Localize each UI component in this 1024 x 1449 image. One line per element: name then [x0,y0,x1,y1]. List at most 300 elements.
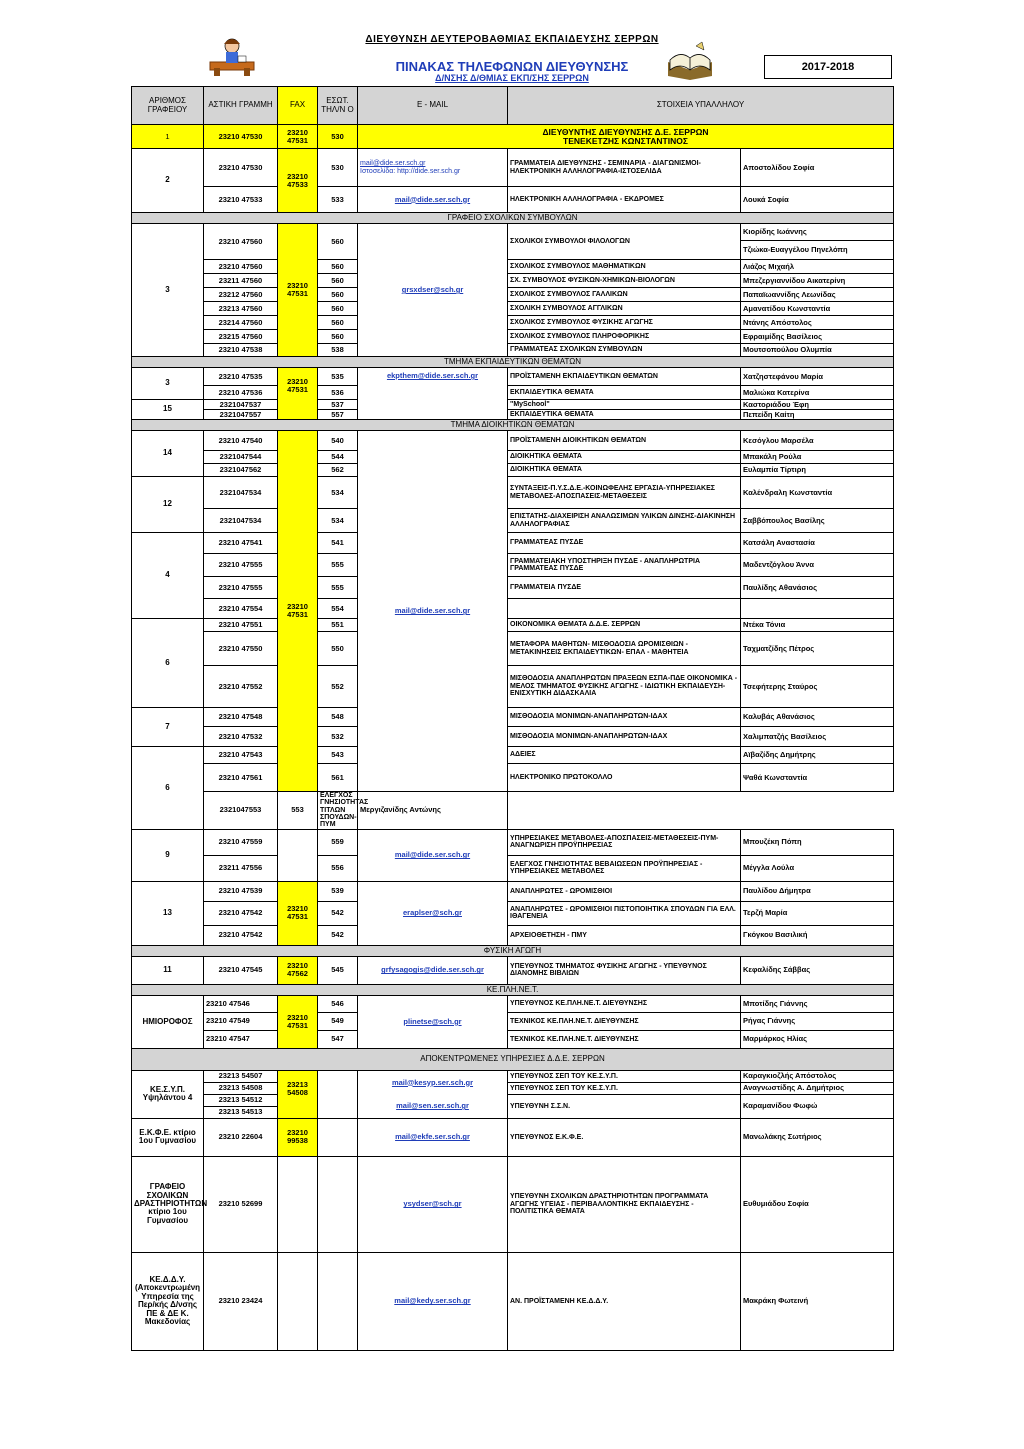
phone-cell: 23210 47535 [204,368,278,386]
table-row [132,792,894,830]
section-title: ΚΕ.ΠΛΗ.ΝΕ.Τ. [132,984,894,995]
desc-cell: ΜΙΣΘΟΔΟΣΙΑ ΜΟΝΙΜΩΝ-ΑΝΑΠΛΗΡΩΤΩΝ-ΙΔΑΧ [508,727,741,747]
ext-cell: 530 [318,149,358,187]
ext-cell: 537 [318,400,358,410]
employee-cell: Κεφαλίδης Σάββας [741,956,894,984]
fax-cell: 23210 47531 [278,224,318,357]
desc-cell: ΑΝ. ΠΡΟΪΣΤΑΜΕΝΗ ΚΕ.Δ.Δ.Υ. [508,1252,741,1350]
office-cell: ΚΕ.Δ.Δ.Υ. (Αποκεντρωμένη Υπηρεσία της Περ/κής Δ/νσης ΠΕ & ΔΕ Κ. Μακεδονίας [132,1252,204,1350]
phone-cell: 23210 47542 [204,925,278,945]
phone-cell: 23210 47533 [204,187,278,213]
email-link[interactable]: ysydser@sch.gr [358,1156,508,1252]
ext-cell [318,1156,358,1252]
desc-cell: ΥΠΕΥΘΥΝΟΣ ΣΕΠ ΤΟΥ ΚΕ.Σ.Υ.Π. [508,1082,741,1094]
phone-cell: 23210 47538 [204,344,278,357]
desc-cell: ΓΡΑΜΜΑΤΕΙΑΚΗ ΥΠΟΣΤΗΡΙΞΗ ΠΥΣΔΕ - ΑΝΑΠΛΗΡΩΤΡΙΑ ΓΡΑΜΜΑΤΕΑΣ ΠΥΣΔΕ [508,554,741,577]
phone-cell: 23210 47548 [204,708,278,727]
phone-cell: 23212 47560 [204,288,278,302]
fax-cell: 23210 99538 [278,1118,318,1156]
desc-cell: ΜΕΤΑΦΟΡΑ ΜΑΘΗΤΩΝ- ΜΙΣΘΟΔΟΣΙΑ ΩΡΟΜΙΣΘΙΩΝ - ΜΕΤΑΚΙΝΗΣΕΙΣ ΕΚΠΑΙΔΕΥΤΙΚΩΝ- ΕΠΑΛ - ΜΑΘΗΤΕΙΑ [508,632,741,666]
office-cell: 6 [132,619,204,708]
phone-cell: 23210 47530 [204,125,278,149]
phone-cell: 23210 47551 [204,619,278,632]
office-cell: 3 [132,224,204,357]
table-row [132,149,894,187]
employee-cell: Ντέκα Τόνια [741,619,894,632]
ext-cell: 560 [318,316,358,330]
table-row [132,509,894,533]
table-row [132,1156,894,1252]
table-row [132,727,894,747]
fax-cell [278,1156,318,1252]
ext-cell: 560 [318,260,358,274]
office-cell: 11 [132,956,204,984]
fax-cell [278,829,318,881]
ext-cell: 534 [318,477,358,509]
office-cell: 3 [132,368,204,400]
desc-cell: ΣΧΟΛΙΚΗ ΣΥΜΒΟΥΛΟΣ ΑΓΓΛΙΚΩΝ [508,302,741,316]
desc-cell: ΔΙΟΙΚΗΤΙΚΑ ΘΕΜΑΤΑ [508,451,741,464]
table-row [132,554,894,577]
employee-cell: Ψαθά Κωνσταντία [741,764,894,792]
desc-cell: ΤΕΧΝΙΚΟΣ ΚΕ.ΠΛΗ.ΝΕ.Τ. ΔΙΕΥΘΥΝΣΗΣ [508,1030,741,1048]
ext-cell: 546 [318,995,358,1012]
desc-cell: ΥΠΕΥΘΥΝΟΣ ΣΕΠ ΤΟΥ ΚΕ.Σ.Υ.Π. [508,1070,741,1082]
office-cell: 7 [132,708,204,747]
table-row [132,187,894,213]
ext-cell: 547 [318,1030,358,1048]
table-row [132,1118,894,1156]
year-box: 2017-2018 [764,55,892,79]
desc-cell: ΠΡΟΪΣΤΑΜΕΝΗ ΕΚΠΑΙΔΕΥΤΙΚΩΝ ΘΕΜΑΤΩΝ [508,368,741,386]
ext-cell: 540 [318,431,358,451]
email-link[interactable]: eraplser@sch.gr [358,881,508,945]
ext-cell: 530 [318,125,358,149]
ext-cell: 542 [318,925,358,945]
fax-cell [278,1252,318,1350]
employee-cell: Γκόγκου Βασιλική [741,925,894,945]
table-row [132,1030,894,1048]
ext-cell: 557 [318,410,358,420]
office-cell: ΗΜΙΟΡΟΦΟΣ [132,995,204,1048]
desc-cell: ΥΠΕΥΘΥΝΗ ΣΧΟΛΙΚΩΝ ΔΡΑΣΤΗΡΙΟΤΗΤΩΝ ΠΡΟΓΡΑΜΜΑΤΑ ΑΓΩΓΗΣ ΥΓΕΙΑΣ - ΠΕΡΙΒΑΛΛΟΝΤΙΚΗΣ ΕΚΠΑΙΔΕΥΣΗΣ - ΠΟΛΙΤΙΣΤΙΚΑ ΘΕΜΑΤΑ [508,1156,741,1252]
phone-cell: 23210 22604 [204,1118,278,1156]
desc-cell: ΕΚΠΑΙΔΕΥΤΙΚΑ ΘΕΜΑΤΑ [508,386,741,400]
phone-cell: 23210 47560 [204,224,278,260]
employee-cell: Κεσόγλου Μαρσέλα [741,431,894,451]
employee-cell: Καραμανίδου Φωφώ [741,1094,894,1118]
desc-cell: ΣΧ. ΣΥΜΒΟΥΛΟΣ ΦΥΣΙΚΩΝ-ΧΗΜΙΚΩΝ-ΒΙΟΛΟΓΩΝ [508,274,741,288]
ext-cell: 560 [318,288,358,302]
email-link[interactable]: mail@kesyp.ser.sch.gr [358,1070,508,1094]
table-row [132,829,894,855]
employee-cell: Παυλίδου Δήμητρα [741,881,894,901]
table-row [132,577,894,599]
table-row [132,451,894,464]
ext-cell: 539 [318,881,358,901]
ext-cell: 549 [318,1012,358,1030]
desc-cell: ΥΠΕΥΘΥΝΗ Σ.Σ.Ν. [508,1094,741,1118]
phone-cell: 23210 47532 [204,727,278,747]
phone-cell: 23213 54513 [204,1106,278,1118]
office-cell: 4 [132,533,204,619]
page-title: ΔΙΕΥΘΥΝΣΗ ΔΕΥΤΕΡΟΒΑΘΜΙΑΣ ΕΚΠΑΙΔΕΥΣΗΣ ΣΕΡΡΩΝ [365,34,659,45]
phone-cell: 23210 47561 [204,764,278,792]
table-row [132,330,894,344]
ext-cell: 535 [318,368,358,386]
ext-cell: 553 [278,792,318,830]
email-link[interactable]: mail@dide.ser.sch.gr [358,829,508,881]
desc-cell: ΓΡΑΜΜΑΤΕΙΑ ΠΥΣΔΕ [508,577,741,599]
ext-cell: 561 [318,764,358,792]
section-header [132,357,894,368]
table-row [132,288,894,302]
col-ext: ΕΣΩΤ. ΤΗΛ/Ν Ο [318,87,358,125]
desc-cell: ΥΠΕΥΘΥΝΟΣ ΚΕ.ΠΛΗ.ΝΕ.Τ. ΔΙΕΥΘΥΝΣΗΣ [508,995,741,1012]
table-row [132,410,894,420]
ext-cell: 562 [318,464,358,477]
employee-cell: Παπαϊωαννίδης Λεωνίδας [741,288,894,302]
table-row [132,368,894,386]
table-row [132,925,894,945]
employee-name: Τζιώκα-Ευαγγέλου Πηνελόπη [743,245,848,254]
ext-cell: 560 [318,302,358,316]
desc-cell: ΣΧΟΛΙΚΟΙ ΣΥΜΒΟΥΛΟΙ ΦΙΛΟΛΟΓΩΝ [508,224,741,260]
email-link[interactable]: mail@dide.ser.sch.gr [360,160,426,168]
ext-cell [318,1070,358,1118]
desc-cell: ΑΡΧΕΙΟΘΕΤΗΣΗ - ΠΜΥ [508,925,741,945]
phone-cell: 23210 47536 [204,386,278,400]
employee-cell: Μπεζεργιαννίδου Αικατερίνη [741,274,894,288]
ext-cell: 552 [318,666,358,708]
email-link[interactable]: mail@kedy.ser.sch.gr [358,1252,508,1350]
phone-cell: 2321047534 [204,477,278,509]
desc-cell: ΣΧΟΛΙΚΟΣ ΣΥΜΒΟΥΛΟΣ ΦΥΣΙΚΗΣ ΑΓΩΓΗΣ [508,316,741,330]
employee-cell: Ευθυμιάδου Σοφία [741,1156,894,1252]
employee-cell: Μουτσοπούλου Ολυμπία [741,344,894,357]
table-row [132,386,894,400]
phone-cell: 23213 47560 [204,302,278,316]
employee-cell: Μεργιζανίδης Αντώνης [358,792,508,830]
phone-cell: 23210 47546 [204,995,278,1012]
ext-cell: 542 [318,901,358,925]
employee-cell: Χατζηστεφάνου Μαρία [741,368,894,386]
phone-cell: 23210 47539 [204,881,278,901]
phone-cell: 23211 47560 [204,274,278,288]
employee-cell: Πεπείδη Καίτη [741,410,894,420]
desc-cell: ΓΡΑΜΜΑΤΕΑΣ ΣΧΟΛΙΚΩΝ ΣΥΜΒΟΥΛΩΝ [508,344,741,357]
desc-cell: ΜΙΣΘΟΔΟΣΙΑ ΜΟΝΙΜΩΝ-ΑΝΑΠΛΗΡΩΤΩΝ-ΙΔΑΧ [508,708,741,727]
ext-cell: 550 [318,632,358,666]
ext-cell: 560 [318,330,358,344]
employee-cell: Λιάζος Μιχαήλ [741,260,894,274]
office-cell: 2 [132,149,204,213]
table-row [132,1070,894,1082]
employee-cell: Μακράκη Φωτεινή [741,1252,894,1350]
section-title: ΦΥΣΙΚΗ ΑΓΩΓΗ [132,945,894,956]
table-row [132,881,894,901]
office-cell: 13 [132,881,204,945]
ext-cell: 545 [318,956,358,984]
desc-cell: ΗΛΕΚΤΡΟΝΙΚΗ ΑΛΛΗΛΟΓΡΑΦΙΑ - ΕΚΔΡΟΜΕΣ [508,187,741,213]
fax-cell: 23213 54508 [278,1070,318,1118]
desc-cell: ΥΠΕΥΘΥΝΟΣ ΤΜΗΜΑΤΟΣ ΦΥΣΙΚΗΣ ΑΓΩΓΗΣ - ΥΠΕΥΘΥΝΟΣ ΔΙΑΝΟΜΗΣ ΒΙΒΛΙΩΝ [508,956,741,984]
phone-cell: 23215 47560 [204,330,278,344]
ext-cell: 555 [318,554,358,577]
employee-cell: Ταχματζίδης Πέτρος [741,632,894,666]
desc-cell: ΟΙΚΟΝΟΜΙΚΑ ΘΕΜΑΤΑ Δ.Δ.Ε. ΣΕΡΡΩΝ [508,619,741,632]
phone-cell: 23210 47559 [204,829,278,855]
fax-cell: 23210 47531 [278,881,318,945]
table-row [132,1082,894,1094]
phone-cell: 23210 47530 [204,149,278,187]
office-cell: 6 [132,747,204,830]
table-row [132,302,894,316]
ext-cell: 532 [318,727,358,747]
table-row [132,316,894,330]
phone-cell: 2321047557 [204,410,278,420]
desc-cell: ΥΠΗΡΕΣΙΑΚΕΣ ΜΕΤΑΒΟΛΕΣ-ΑΠΟΣΠΑΣΕΙΣ-ΜΕΤΑΘΕΣΕΙΣ-ΠΥΜ-ΑΝΑΓΝΩΡΙΣΗ ΠΡΟΫΠΗΡΕΣΙΑΣ [508,829,741,855]
ext-cell [318,1118,358,1156]
phone-cell: 23211 47556 [204,855,278,881]
employee-cell: Ρήγας Γιάννης [741,1012,894,1030]
email-link[interactable]: mail@dide.ser.sch.gr [358,187,508,213]
section-title: ΑΠΟΚΕΝΤΡΩΜΕΝΕΣ ΥΠΗΡΕΣΙΕΣ Δ.Δ.Ε. ΣΕΡΡΩΝ [132,1048,894,1070]
table-row [132,224,894,260]
fax-cell: 23210 47531 [278,431,318,792]
email-link[interactable]: grsxdser@sch.gr [358,224,508,357]
employee-cell: Ευλαμπία Τίρτιρη [741,464,894,477]
ext-cell: 554 [318,599,358,619]
desc-cell: ΣΥΝΤΑΞΕΙΣ-Π.Υ.Σ.Δ.Ε.-ΚΟΙΝΩΦΕΛΗΣ ΕΡΓΑΣΙΑ-ΥΠΗΡΕΣΙΑΚΕΣ ΜΕΤΑΒΟΛΕΣ-ΑΠΟΣΠΑΣΕΙΣ-ΜΕΤΑΘΕΣΕΙΣ [508,477,741,509]
desc-cell: ΣΧΟΛΙΚΟΣ ΣΥΜΒΟΥΛΟΣ ΓΑΛΛΙΚΩΝ [508,288,741,302]
phone-cell: 23210 47547 [204,1030,278,1048]
col-phone: ΑΣΤΙΚΗ ΓΡΑΜΜΗ [204,87,278,125]
ext-cell: 548 [318,708,358,727]
ext-cell: 556 [318,855,358,881]
employee-cell: Αποστολίδου Σοφία [741,149,894,187]
table-row [132,666,894,708]
desc-cell: ΕΠΙΣΤΑΤΗΣ-ΔΙΑΧΕΙΡΙΣΗ ΑΝΑΛΩΣΙΜΩΝ ΥΛΙΚΩΝ ΔΙΝΣΗΣ-ΔΙΑΚΙΝΗΣΗ ΑΛΛΗΛΟΓΡΑΦΙΑΣ [508,509,741,533]
ext-cell: 536 [318,386,358,400]
director-title: ΔΙΕΥΘΥΝΤΗΣ ΔΙΕΥΘΥΝΣΗΣ Δ.Ε. ΣΕΡΡΩΝ [542,126,709,137]
employee-cell: Τσεφήτερης Σταύρος [741,666,894,708]
employee-cell: Εφραιμίδης Βασίλειος [741,330,894,344]
header-row [132,87,894,125]
email-link[interactable]: mail@dide.ser.sch.gr [358,431,508,792]
employee-cell: Αμανατίδου Κωνσταντία [741,302,894,316]
desc-cell: ΣΧΟΛΙΚΟΣ ΣΥΜΒΟΥΛΟΣ ΜΑΘΗΜΑΤΙΚΩΝ [508,260,741,274]
desc-cell: ΤΕΧΝΙΚΟΣ ΚΕ.ΠΛΗ.ΝΕ.Τ. ΔΙΕΥΘΥΝΣΗΣ [508,1012,741,1030]
phone-cell: 23210 47540 [204,431,278,451]
desc-cell: ΜΙΣΘΟΔΟΣΙΑ ΑΝΑΠΛΗΡΩΤΩΝ ΠΡΑΞΕΩΝ ΕΣΠΑ-ΠΔΕ ΟΙΚΟΝΟΜΙΚΑ - ΜΕΛΟΣ ΤΜΗΜΑΤΟΣ ΦΥΣΙΚΗΣ ΑΓΩΓΗΣ - ΙΔΙΩΤΙΚΗ ΕΚΠΑΙΔΕΥΣΗ-ΕΝΙΣΧΥΤΙΚΗ ΔΙΔΑΣΚΑΛΙΑ [508,666,741,708]
fax-cell: 23210 47562 [278,956,318,984]
office-cell: Ε.Κ.Φ.Ε. κτίριο 1ου Γυμνασίου [132,1118,204,1156]
director-cell [358,125,894,149]
employee-cell: Καλυβάς Αθανάσιος [741,708,894,727]
employee-cell: Αϊβαζίδης Δημήτρης [741,747,894,764]
phone-cell: 23210 47549 [204,1012,278,1030]
phone-cell: 2321047534 [204,509,278,533]
col-staff: ΣΤΟΙΧΕΙΑ ΥΠΑΛΛΗΛΟΥ [508,87,894,125]
phone-cell: 2321047562 [204,464,278,477]
desc-cell: ΓΡΑΜΜΑΤΕΙΑ ΔΙΕΥΘΥΝΣΗΣ - ΣΕΜΙΝΑΡΙΑ - ΔΙΑΓΩΝΙΣΜΟΙ-ΗΛΕΚΤΡΟΝΙΚΗ ΑΛΛΗΛΟΓΡΑΦΙΑ-ΙΣΤΟΣΕΛΙΔΑ [508,149,741,187]
table-row [132,1012,894,1030]
office-cell: ΓΡΑΦΕΙΟ ΣΧΟΛΙΚΩΝ ΔΡΑΣΤΗΡΙΟΤΗΤΩΝ κτίριο 1ου Γυμνασίου [132,1156,204,1252]
table-row [132,464,894,477]
table-row [132,344,894,357]
ext-cell: 543 [318,747,358,764]
ext-cell: 534 [318,509,358,533]
employee-cell: Καστοριάδου Έφη [741,400,894,410]
office-cell: 12 [132,477,204,533]
fax-cell: 23210 47531 [278,995,318,1048]
employee-cell: Ντάνης Απόστολος [741,316,894,330]
employee-cell: Σαββόπουλος Βασίλης [741,509,894,533]
employee-cell: Μαλιώκα Κατερίνα [741,386,894,400]
employee-cell: Λουκά Σοφία [741,187,894,213]
desc-cell [508,599,741,619]
employee-cell: Κατσάλη Αναστασία [741,533,894,554]
email-link[interactable]: ekpthem@dide.ser.sch.gr [358,368,508,420]
desc-cell: ΕΛΕΓΧΟΣ ΓΝΗΣΙΟΤΗΤΑΣ ΒΕΒΑΙΩΣΕΩΝ ΠΡΟΫΠΗΡΕΣΙΑΣ - ΥΠΗΡΕΣΙΑΚΕΣ ΜΕΤΑΒΟΛΕΣ [508,855,741,881]
employee-cell: Μπακάλη Ρούλα [741,451,894,464]
phone-cell: 2321047553 [204,792,278,830]
fax-cell: 23210 47531 [278,125,318,149]
office-cell: 9 [132,829,204,881]
ext-cell: 538 [318,344,358,357]
section-header [132,945,894,956]
phone-cell: 23213 54507 [204,1070,278,1082]
phone-cell: 23210 47555 [204,577,278,599]
office-cell: 14 [132,431,204,477]
phone-cell: 23210 47552 [204,666,278,708]
section-title: ΤΜΗΜΑ ΔΙΟΙΚΗΤΙΚΩΝ ΘΕΜΑΤΩΝ [132,420,894,431]
table-row [132,855,894,881]
desc-cell: ΥΠΕΥΘΥΝΟΣ Ε.Κ.Φ.Ε. [508,1118,741,1156]
email-link[interactable]: grfysagogis@dide.ser.sch.gr [358,956,508,984]
ext-cell: 555 [318,577,358,599]
section-header [132,1048,894,1070]
subtitle-2: Δ/ΝΣΗΣ Δ/ΘΜΙΑΣ ΕΚΠ/ΣΗΣ ΣΕΡΡΩΝ [435,73,589,83]
desc-cell: ΑΝΑΠΛΗΡΩΤΕΣ - ΩΡΟΜΙΣΘΙΟΙ ΠΙΣΤΟΠΟΙΗΤΙΚΑ ΣΠΟΥΔΩΝ ΓΙΑ ΕΛΛ. ΙΘΑΓΕΝΕΙΑ [508,901,741,925]
employee-cell: Μανωλάκης Σωτήριος [741,1118,894,1156]
phone-cell: 23213 54512 [204,1094,278,1106]
table-row [132,1252,894,1350]
ext-cell: 541 [318,533,358,554]
office-cell: 15 [132,400,204,420]
table-row [132,708,894,727]
phone-cell: 23213 54508 [204,1082,278,1094]
ext-cell [318,1252,358,1350]
website-link[interactable]: Ιστοσελίδα: http://dide.ser.sch.gr [360,167,461,175]
desc-cell: "MySchool" [508,400,741,410]
table-row [132,995,894,1012]
table-row [132,125,894,149]
email-link[interactable]: mail@ekfe.ser.sch.gr [358,1118,508,1156]
employee-cell: Καραγκιοζλής Απόστολος [741,1070,894,1082]
phone-cell: 23210 47560 [204,260,278,274]
email-cell [358,149,508,187]
phone-cell: 23210 47542 [204,901,278,925]
phone-cell: 23210 47541 [204,533,278,554]
table-row [132,1094,894,1106]
section-header [132,984,894,995]
fax-cell: 23210 47531 [278,368,318,420]
book-clipart [666,40,714,80]
table-row [132,431,894,451]
table-row [132,747,894,764]
email-link[interactable]: plinetse@sch.gr [358,995,508,1048]
table-row [132,619,894,632]
employee-cell: Παυλίδης Αθανάσιος [741,577,894,599]
col-office: ΑΡΙΘΜΟΣ ΓΡΑΦΕΙΟΥ [132,87,204,125]
phone-cell: 23210 23424 [204,1252,278,1350]
email-link[interactable]: mail@sen.ser.sch.gr [358,1094,508,1118]
section-header [132,420,894,431]
phone-cell: 23210 52699 [204,1156,278,1252]
phone-cell: 2321047537 [204,400,278,410]
table-row [132,764,894,792]
section-header [132,213,894,224]
phone-cell: 2321047544 [204,451,278,464]
phone-cell: 23210 47555 [204,554,278,577]
phone-cell: 23210 47554 [204,599,278,619]
director-name: ΤΕΝΕΚΕΤΖΗΣ ΚΩΝΣΤΑΝΤΙΝΟΣ [563,135,688,146]
desc-cell: ΠΡΟΪΣΤΑΜΕΝΗ ΔΙΟΙΚΗΤΙΚΩΝ ΘΕΜΑΤΩΝ [508,431,741,451]
employee-cell: Αναγνωστίδης Α. Δημήτριος [741,1082,894,1094]
ext-cell: 560 [318,224,358,260]
section-title: ΓΡΑΦΕΙΟ ΣΧΟΛΙΚΩΝ ΣΥΜΒΟΥΛΩΝ [132,213,894,224]
desc-cell: ΕΚΠΑΙΔΕΥΤΙΚΑ ΘΕΜΑΤΑ [508,410,741,420]
table-row [132,901,894,925]
ext-cell: 560 [318,274,358,288]
office-cell: 1 [132,125,204,149]
ext-cell: 551 [318,619,358,632]
ext-cell: 559 [318,829,358,855]
fax-cell: 23210 47533 [278,149,318,213]
desc-cell: ΔΙΟΙΚΗΤΙΚΑ ΘΕΜΑΤΑ [508,464,741,477]
section-title: ΤΜΗΜΑ ΕΚΠΑΙΔΕΥΤΙΚΩΝ ΘΕΜΑΤΩΝ [132,357,894,368]
phone-cell: 23210 47545 [204,956,278,984]
employee-cell: Μέγγλα Λούλα [741,855,894,881]
desc-cell: ΣΧΟΛΙΚΟΣ ΣΥΜΒΟΥΛΟΣ ΠΛΗΡΟΦΟΡΙΚΗΣ [508,330,741,344]
desc-cell: ΕΛΕΓΧΟΣ ΓΝΗΣΙΟΤΗΤΑΣ ΤΙΤΛΩΝ ΣΠΟΥΔΩΝ-ΠΥΜ [318,792,358,830]
employee-cell: Μπουζέκη Πόπη [741,829,894,855]
employee-cell: Καλένδραλη Κωνσταντία [741,477,894,509]
phone-cell: 23210 47550 [204,632,278,666]
employee-cell: Μαδεντζόγλου Άννα [741,554,894,577]
ext-cell: 544 [318,451,358,464]
employee-cell [741,224,894,260]
phone-cell: 23214 47560 [204,316,278,330]
subtitle: ΠΙΝΑΚΑΣ ΤΗΛΕΦΩΝΩΝ ΔΙΕΥΘΥΝΣΗΣ [395,59,629,74]
employee-cell: Τερζή Μαρία [741,901,894,925]
table-row [132,533,894,554]
employee-cell: Χαλιμπατζής Βασίλειος [741,727,894,747]
phone-table [131,86,894,1351]
table-row [132,632,894,666]
office-cell: ΚΕ.Σ.Υ.Π. Υψηλάντου 4 [132,1070,204,1118]
phone-cell: 23210 47543 [204,747,278,764]
desc-cell: ΓΡΑΜΜΑΤΕΑΣ ΠΥΣΔΕ [508,533,741,554]
ext-cell: 533 [318,187,358,213]
col-email: E - MAIL [358,87,508,125]
desc-cell: ΗΛΕΚΤΡΟΝΙΚΟ ΠΡΩΤΟΚΟΛΛΟ [508,764,741,792]
employee-cell: Μποτίδης Γιάννης [741,995,894,1012]
table-row [132,477,894,509]
desc-cell: ΑΔΕΙΕΣ [508,747,741,764]
